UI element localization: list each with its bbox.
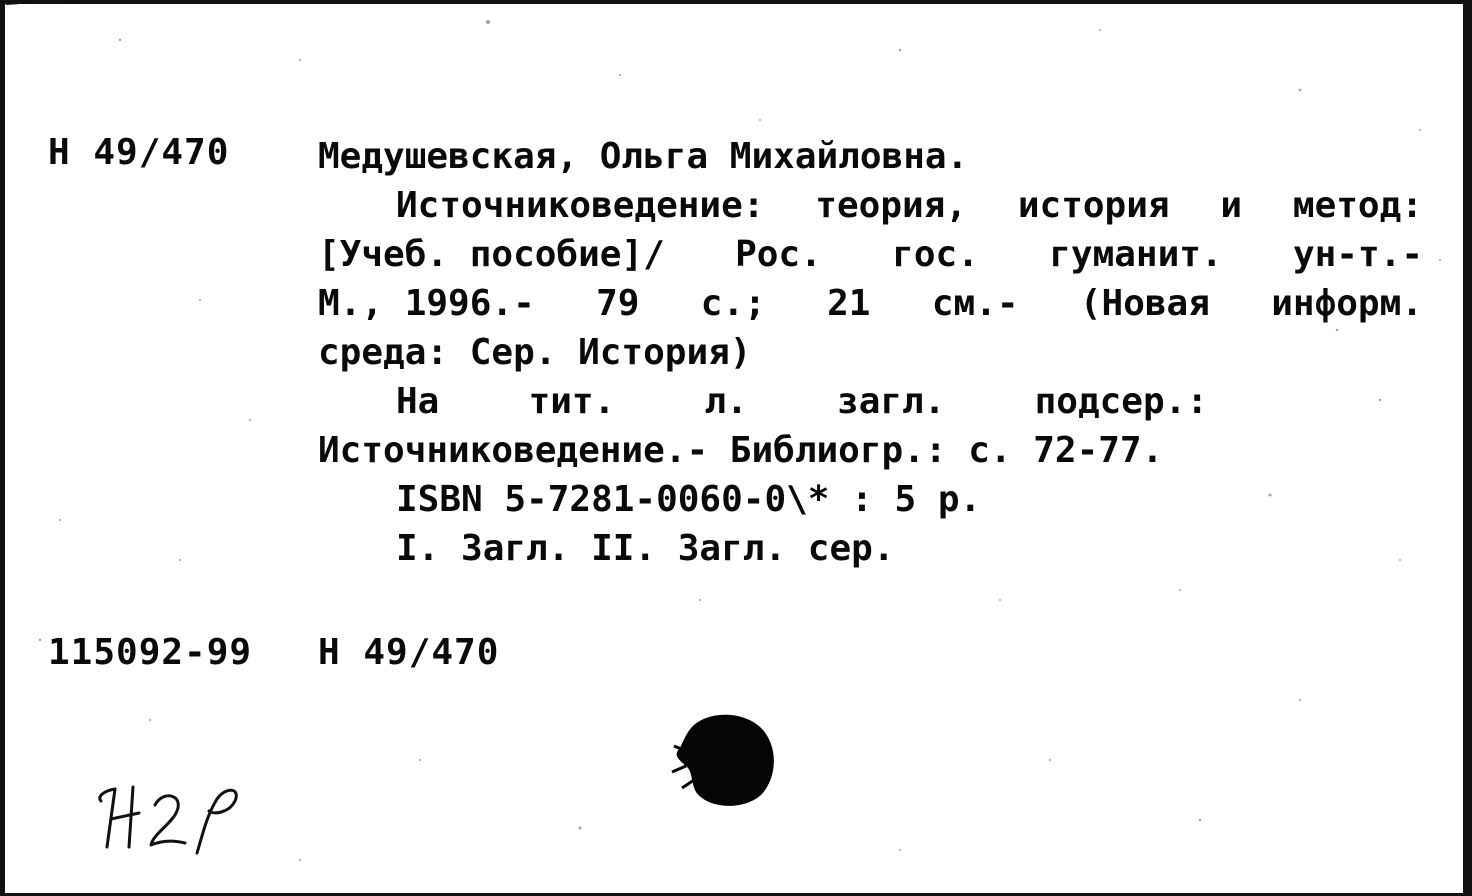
line2-word: ун-т.-	[1292, 234, 1423, 275]
title-word: история	[1017, 185, 1170, 226]
bibliographic-record	[318, 132, 1423, 573]
author-line: Медушевская, Ольга Михайловна.	[318, 136, 969, 177]
note-word: На	[396, 381, 440, 422]
series-line: среда: Сер. История)	[318, 332, 752, 373]
line2-word: гуманит.	[1049, 234, 1223, 275]
imprint-word: (Новая	[1079, 283, 1210, 324]
imprint-word: информ.	[1271, 283, 1423, 324]
note-word: л.	[704, 381, 748, 422]
title-word: теория,	[815, 185, 968, 226]
title-word: метод:	[1292, 185, 1423, 226]
handwritten-note	[95, 775, 255, 855]
note-word: загл.	[837, 381, 946, 422]
line2-word: Рос.	[735, 234, 822, 275]
line2-word: гос.	[892, 234, 979, 275]
punch-hole	[668, 710, 780, 812]
imprint-word: см.-	[931, 283, 1019, 324]
call-number: Н 49/470	[48, 132, 230, 173]
imprint-word: 79	[596, 283, 640, 324]
tracings-line: I. Загл. II. Загл. сер.	[396, 528, 895, 569]
note-continuation-line: Источниковедение.- Библиогр.: с. 72-77.	[318, 430, 1164, 471]
corner-stroke	[6, 0, 96, 11]
card-left-edge	[0, 0, 5, 896]
card-right-edge	[1463, 0, 1472, 896]
imprint-word: 21	[827, 283, 871, 324]
inventory-number: 115092-99	[48, 632, 253, 673]
title-word: Источниковедение:	[396, 185, 765, 226]
note-line	[318, 377, 1208, 426]
isbn-line: ISBN 5-7281-0060-0\* : 5 р.	[396, 479, 982, 520]
call-number-bottom: Н 49/470	[318, 632, 500, 673]
imprint-word: М., 1996.-	[318, 283, 535, 324]
title-word: и	[1220, 185, 1243, 226]
card-top-edge	[0, 0, 1472, 4]
imprint-word: с.;	[700, 283, 766, 324]
title-line	[318, 181, 1423, 230]
note-word: подсер.:	[1034, 381, 1208, 422]
imprint-line	[318, 279, 1423, 328]
note-word: тит.	[528, 381, 616, 422]
title-continuation-line	[318, 230, 1423, 279]
line2-word: [Учеб. пособие]/	[318, 234, 665, 275]
